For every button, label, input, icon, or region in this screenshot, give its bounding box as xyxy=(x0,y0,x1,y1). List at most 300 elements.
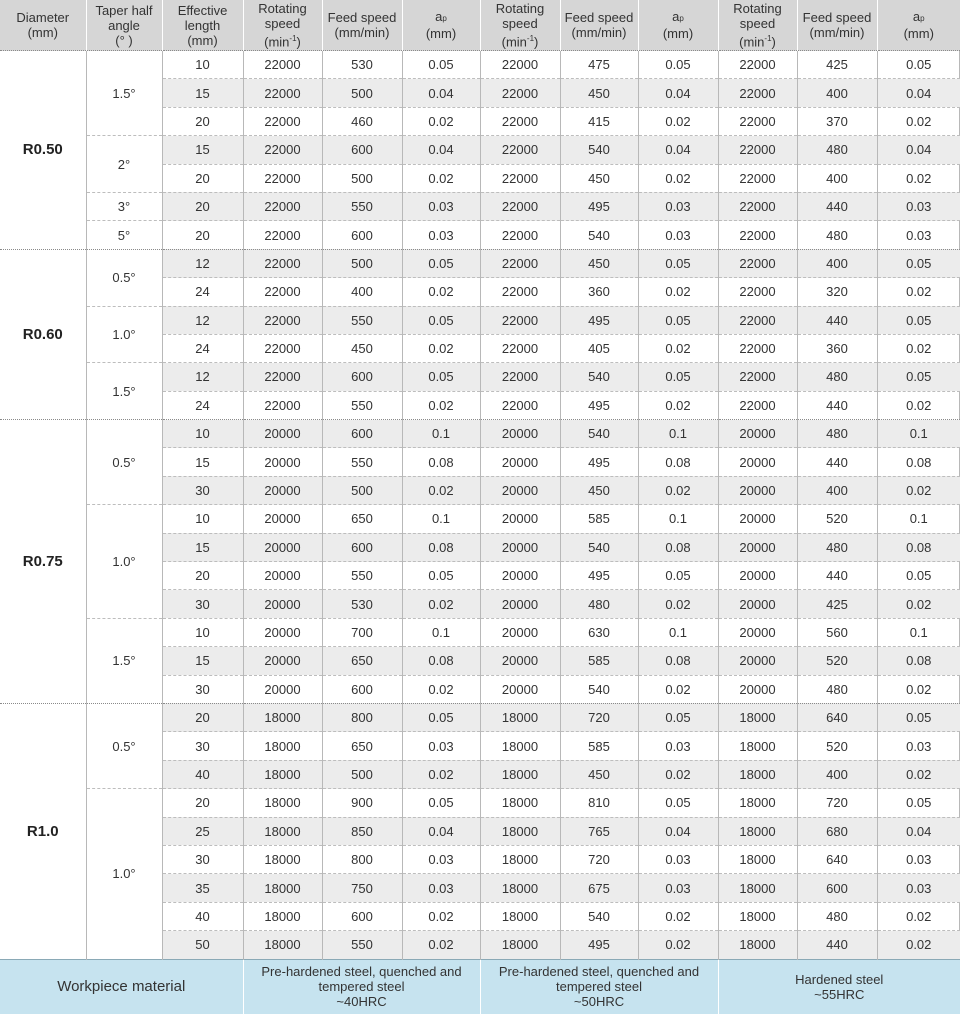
feed-speed-40hrc-cell: 500 xyxy=(322,164,402,192)
rotating-speed-55hrc-cell: 22000 xyxy=(718,278,797,306)
ap-50hrc-cell: 0.05 xyxy=(638,363,718,391)
feed-speed-55hrc-cell: 440 xyxy=(797,562,877,590)
rotating-speed-50hrc-cell: 18000 xyxy=(480,902,560,930)
feed-speed-40hrc-cell: 600 xyxy=(322,363,402,391)
feed-speed-50hrc-cell: 450 xyxy=(560,164,638,192)
feed-speed-55hrc-cell: 560 xyxy=(797,618,877,646)
ap-40hrc-cell: 0.03 xyxy=(402,732,480,760)
ap-50hrc-cell: 0.02 xyxy=(638,391,718,419)
feed-speed-40hrc-cell: 450 xyxy=(322,334,402,362)
rotating-speed-40hrc-cell: 22000 xyxy=(243,136,322,164)
ap-55hrc-cell: 0.05 xyxy=(877,51,960,79)
ap-50hrc-cell: 0.04 xyxy=(638,79,718,107)
rotating-speed-55hrc-cell: 22000 xyxy=(718,79,797,107)
ap-50hrc-cell: 0.05 xyxy=(638,789,718,817)
feed-speed-50hrc-cell: 495 xyxy=(560,562,638,590)
rotating-speed-40hrc-cell: 22000 xyxy=(243,221,322,249)
rotating-speed-50hrc-cell: 18000 xyxy=(480,874,560,902)
rotating-speed-50hrc-cell: 20000 xyxy=(480,647,560,675)
ap-50hrc-cell: 0.02 xyxy=(638,590,718,618)
material-50hrc: Pre-hardened steel, quenched and tempered steel ~50HRC xyxy=(480,959,718,1014)
ap-50hrc-cell: 0.02 xyxy=(638,164,718,192)
ap-50hrc-cell: 0.05 xyxy=(638,249,718,277)
feed-speed-50hrc-cell: 405 xyxy=(560,334,638,362)
ap-40hrc-cell: 0.05 xyxy=(402,249,480,277)
effective-length-cell: 20 xyxy=(162,562,243,590)
ap-50hrc-cell: 0.02 xyxy=(638,334,718,362)
header-ap-1: ap (mm) xyxy=(402,0,480,51)
material-55hrc: Hardened steel ~55HRC xyxy=(718,959,960,1014)
feed-speed-40hrc-cell: 700 xyxy=(322,618,402,646)
feed-speed-40hrc-cell: 500 xyxy=(322,760,402,788)
ap-50hrc-cell: 0.03 xyxy=(638,221,718,249)
ap-55hrc-cell: 0.02 xyxy=(877,164,960,192)
ap-55hrc-cell: 0.02 xyxy=(877,107,960,135)
rotating-speed-55hrc-cell: 22000 xyxy=(718,192,797,220)
ap-50hrc-cell: 0.08 xyxy=(638,647,718,675)
feed-speed-55hrc-cell: 425 xyxy=(797,51,877,79)
ap-40hrc-cell: 0.08 xyxy=(402,647,480,675)
feed-speed-55hrc-cell: 320 xyxy=(797,278,877,306)
rotating-speed-55hrc-cell: 18000 xyxy=(718,845,797,873)
effective-length-cell: 50 xyxy=(162,931,243,959)
feed-speed-55hrc-cell: 520 xyxy=(797,505,877,533)
feed-speed-50hrc-cell: 540 xyxy=(560,221,638,249)
rotating-speed-55hrc-cell: 20000 xyxy=(718,476,797,504)
rotating-speed-40hrc-cell: 18000 xyxy=(243,845,322,873)
effective-length-cell: 30 xyxy=(162,590,243,618)
taper-angle-cell: 2° xyxy=(86,136,162,193)
rotating-speed-50hrc-cell: 20000 xyxy=(480,420,560,448)
rotating-speed-55hrc-cell: 18000 xyxy=(718,874,797,902)
rotating-speed-50hrc-cell: 22000 xyxy=(480,192,560,220)
rotating-speed-55hrc-cell: 20000 xyxy=(718,675,797,703)
feed-speed-55hrc-cell: 400 xyxy=(797,249,877,277)
effective-length-cell: 15 xyxy=(162,448,243,476)
effective-length-cell: 24 xyxy=(162,391,243,419)
feed-speed-55hrc-cell: 400 xyxy=(797,476,877,504)
ap-55hrc-cell: 0.05 xyxy=(877,249,960,277)
feed-speed-55hrc-cell: 520 xyxy=(797,647,877,675)
ap-55hrc-cell: 0.02 xyxy=(877,278,960,306)
ap-55hrc-cell: 0.05 xyxy=(877,306,960,334)
ap-50hrc-cell: 0.02 xyxy=(638,931,718,959)
header-rotating-speed-2: Rotating speed $(\min^{-1})$ xyxy=(480,0,560,51)
feed-speed-40hrc-cell: 550 xyxy=(322,391,402,419)
taper-angle-cell: 1.0° xyxy=(86,306,162,363)
table-row xyxy=(0,363,960,391)
feed-speed-50hrc-cell: 540 xyxy=(560,533,638,561)
ap-40hrc-cell: 0.02 xyxy=(402,391,480,419)
ap-50hrc-cell: 0.05 xyxy=(638,703,718,731)
ap-40hrc-cell: 0.02 xyxy=(402,164,480,192)
ap-40hrc-cell: 0.03 xyxy=(402,221,480,249)
rotating-speed-40hrc-cell: 22000 xyxy=(243,249,322,277)
rotating-speed-55hrc-cell: 20000 xyxy=(718,533,797,561)
feed-speed-50hrc-cell: 540 xyxy=(560,420,638,448)
rotating-speed-40hrc-cell: 22000 xyxy=(243,363,322,391)
workpiece-material-label: Workpiece material xyxy=(0,959,243,1014)
feed-speed-50hrc-cell: 585 xyxy=(560,732,638,760)
ap-55hrc-cell: 0.03 xyxy=(877,845,960,873)
feed-speed-40hrc-cell: 650 xyxy=(322,732,402,760)
feed-speed-50hrc-cell: 675 xyxy=(560,874,638,902)
rotating-speed-55hrc-cell: 20000 xyxy=(718,647,797,675)
rotating-speed-50hrc-cell: 18000 xyxy=(480,817,560,845)
feed-speed-40hrc-cell: 400 xyxy=(322,278,402,306)
rotating-speed-40hrc-cell: 22000 xyxy=(243,107,322,135)
rotating-speed-50hrc-cell: 22000 xyxy=(480,306,560,334)
rotating-speed-50hrc-cell: 22000 xyxy=(480,107,560,135)
ap-40hrc-cell: 0.02 xyxy=(402,476,480,504)
ap-40hrc-cell: 0.02 xyxy=(402,278,480,306)
ap-40hrc-cell: 0.05 xyxy=(402,703,480,731)
ap-55hrc-cell: 0.08 xyxy=(877,448,960,476)
rotating-speed-40hrc-cell: 22000 xyxy=(243,391,322,419)
feed-speed-40hrc-cell: 600 xyxy=(322,420,402,448)
feed-speed-50hrc-cell: 495 xyxy=(560,192,638,220)
taper-angle-cell: 1.5° xyxy=(86,51,162,136)
rotating-speed-55hrc-cell: 22000 xyxy=(718,363,797,391)
feed-speed-55hrc-cell: 400 xyxy=(797,760,877,788)
rotating-speed-50hrc-cell: 18000 xyxy=(480,760,560,788)
header-ap-2: ap (mm) xyxy=(638,0,718,51)
rotating-speed-55hrc-cell: 22000 xyxy=(718,306,797,334)
rotating-speed-40hrc-cell: 20000 xyxy=(243,420,322,448)
feed-speed-55hrc-cell: 720 xyxy=(797,789,877,817)
feed-speed-55hrc-cell: 440 xyxy=(797,192,877,220)
feed-speed-50hrc-cell: 475 xyxy=(560,51,638,79)
table-row xyxy=(0,192,960,220)
feed-speed-50hrc-cell: 480 xyxy=(560,590,638,618)
ap-50hrc-cell: 0.1 xyxy=(638,420,718,448)
rotating-speed-50hrc-cell: 20000 xyxy=(480,505,560,533)
feed-speed-50hrc-cell: 360 xyxy=(560,278,638,306)
rotating-speed-50hrc-cell: 18000 xyxy=(480,703,560,731)
table-row xyxy=(0,249,960,277)
ap-55hrc-cell: 0.04 xyxy=(877,817,960,845)
workpiece-material-row xyxy=(0,959,960,1014)
rotating-speed-40hrc-cell: 22000 xyxy=(243,192,322,220)
rotating-speed-40hrc-cell: 20000 xyxy=(243,618,322,646)
ap-55hrc-cell: 0.05 xyxy=(877,789,960,817)
ap-55hrc-cell: 0.08 xyxy=(877,533,960,561)
feed-speed-50hrc-cell: 450 xyxy=(560,249,638,277)
rotating-speed-50hrc-cell: 22000 xyxy=(480,391,560,419)
feed-speed-40hrc-cell: 500 xyxy=(322,249,402,277)
effective-length-cell: 10 xyxy=(162,420,243,448)
ap-50hrc-cell: 0.02 xyxy=(638,107,718,135)
ap-40hrc-cell: 0.02 xyxy=(402,675,480,703)
rotating-speed-55hrc-cell: 22000 xyxy=(718,221,797,249)
rotating-speed-50hrc-cell: 22000 xyxy=(480,363,560,391)
ap-55hrc-cell: 0.05 xyxy=(877,562,960,590)
effective-length-cell: 10 xyxy=(162,505,243,533)
ap-50hrc-cell: 0.03 xyxy=(638,845,718,873)
taper-angle-cell: 0.5° xyxy=(86,420,162,505)
taper-angle-cell: 1.5° xyxy=(86,363,162,420)
ap-40hrc-cell: 0.04 xyxy=(402,136,480,164)
table-row xyxy=(0,306,960,334)
ap-55hrc-cell: 0.02 xyxy=(877,760,960,788)
feed-speed-55hrc-cell: 480 xyxy=(797,420,877,448)
feed-speed-55hrc-cell: 480 xyxy=(797,136,877,164)
feed-speed-40hrc-cell: 550 xyxy=(322,192,402,220)
header-row xyxy=(0,0,960,51)
effective-length-cell: 20 xyxy=(162,164,243,192)
effective-length-cell: 25 xyxy=(162,817,243,845)
rotating-speed-55hrc-cell: 22000 xyxy=(718,391,797,419)
rotating-speed-50hrc-cell: 22000 xyxy=(480,164,560,192)
rotating-speed-50hrc-cell: 22000 xyxy=(480,79,560,107)
rotating-speed-50hrc-cell: 20000 xyxy=(480,590,560,618)
ap-40hrc-cell: 0.05 xyxy=(402,363,480,391)
effective-length-cell: 24 xyxy=(162,334,243,362)
feed-speed-40hrc-cell: 530 xyxy=(322,590,402,618)
effective-length-cell: 30 xyxy=(162,675,243,703)
feed-speed-40hrc-cell: 600 xyxy=(322,533,402,561)
taper-angle-cell: 1.0° xyxy=(86,789,162,959)
ap-55hrc-cell: 0.02 xyxy=(877,334,960,362)
rotating-speed-40hrc-cell: 18000 xyxy=(243,902,322,930)
feed-speed-50hrc-cell: 720 xyxy=(560,845,638,873)
taper-angle-cell: 1.0° xyxy=(86,505,162,619)
feed-speed-50hrc-cell: 495 xyxy=(560,391,638,419)
feed-speed-50hrc-cell: 810 xyxy=(560,789,638,817)
feed-speed-55hrc-cell: 440 xyxy=(797,391,877,419)
rotating-speed-55hrc-cell: 22000 xyxy=(718,51,797,79)
rotating-speed-40hrc-cell: 20000 xyxy=(243,562,322,590)
taper-angle-cell: 3° xyxy=(86,192,162,220)
feed-speed-50hrc-cell: 765 xyxy=(560,817,638,845)
header-feed-speed-2: Feed speed (mm/min) xyxy=(560,0,638,51)
ap-50hrc-cell: 0.02 xyxy=(638,278,718,306)
table-row xyxy=(0,703,960,731)
feed-speed-50hrc-cell: 495 xyxy=(560,931,638,959)
ap-55hrc-cell: 0.03 xyxy=(877,874,960,902)
ap-55hrc-cell: 0.1 xyxy=(877,618,960,646)
rotating-speed-40hrc-cell: 18000 xyxy=(243,817,322,845)
ap-55hrc-cell: 0.02 xyxy=(877,476,960,504)
ap-55hrc-cell: 0.04 xyxy=(877,136,960,164)
taper-angle-cell: 1.5° xyxy=(86,618,162,703)
feed-speed-55hrc-cell: 440 xyxy=(797,306,877,334)
rotating-speed-50hrc-cell: 20000 xyxy=(480,533,560,561)
ap-50hrc-cell: 0.1 xyxy=(638,505,718,533)
feed-speed-40hrc-cell: 750 xyxy=(322,874,402,902)
rotating-speed-40hrc-cell: 22000 xyxy=(243,306,322,334)
header-effective-length: Effective length (mm) xyxy=(162,0,243,51)
rotating-speed-50hrc-cell: 20000 xyxy=(480,618,560,646)
rotating-speed-40hrc-cell: 18000 xyxy=(243,874,322,902)
rotating-speed-40hrc-cell: 22000 xyxy=(243,51,322,79)
effective-length-cell: 30 xyxy=(162,845,243,873)
ap-55hrc-cell: 0.02 xyxy=(877,391,960,419)
effective-length-cell: 20 xyxy=(162,192,243,220)
feed-speed-40hrc-cell: 850 xyxy=(322,817,402,845)
ap-55hrc-cell: 0.03 xyxy=(877,732,960,760)
ap-40hrc-cell: 0.04 xyxy=(402,79,480,107)
rotating-speed-55hrc-cell: 20000 xyxy=(718,448,797,476)
table-row xyxy=(0,789,960,817)
feed-speed-50hrc-cell: 540 xyxy=(560,902,638,930)
ap-50hrc-cell: 0.02 xyxy=(638,675,718,703)
feed-speed-50hrc-cell: 415 xyxy=(560,107,638,135)
ap-40hrc-cell: 0.1 xyxy=(402,420,480,448)
rotating-speed-50hrc-cell: 22000 xyxy=(480,221,560,249)
header-taper-angle: Taper half angle (° ) xyxy=(86,0,162,51)
effective-length-cell: 12 xyxy=(162,249,243,277)
ap-40hrc-cell: 0.05 xyxy=(402,51,480,79)
rotating-speed-40hrc-cell: 18000 xyxy=(243,760,322,788)
feed-speed-55hrc-cell: 680 xyxy=(797,817,877,845)
feed-speed-50hrc-cell: 450 xyxy=(560,760,638,788)
ap-50hrc-cell: 0.04 xyxy=(638,136,718,164)
rotating-speed-40hrc-cell: 18000 xyxy=(243,789,322,817)
ap-50hrc-cell: 0.05 xyxy=(638,562,718,590)
effective-length-cell: 15 xyxy=(162,136,243,164)
ap-55hrc-cell: 0.05 xyxy=(877,363,960,391)
feed-speed-55hrc-cell: 480 xyxy=(797,902,877,930)
rotating-speed-55hrc-cell: 18000 xyxy=(718,931,797,959)
effective-length-cell: 20 xyxy=(162,107,243,135)
ap-40hrc-cell: 0.03 xyxy=(402,845,480,873)
feed-speed-50hrc-cell: 720 xyxy=(560,703,638,731)
header-feed-speed-1: Feed speed (mm/min) xyxy=(322,0,402,51)
effective-length-cell: 40 xyxy=(162,902,243,930)
feed-speed-55hrc-cell: 480 xyxy=(797,363,877,391)
feed-speed-40hrc-cell: 800 xyxy=(322,845,402,873)
ap-50hrc-cell: 0.08 xyxy=(638,448,718,476)
feed-speed-50hrc-cell: 540 xyxy=(560,136,638,164)
feed-speed-50hrc-cell: 585 xyxy=(560,647,638,675)
table-row xyxy=(0,51,960,79)
ap-50hrc-cell: 0.02 xyxy=(638,476,718,504)
feed-speed-50hrc-cell: 540 xyxy=(560,363,638,391)
feed-speed-50hrc-cell: 540 xyxy=(560,675,638,703)
effective-length-cell: 15 xyxy=(162,647,243,675)
rotating-speed-55hrc-cell: 22000 xyxy=(718,136,797,164)
ap-40hrc-cell: 0.03 xyxy=(402,192,480,220)
effective-length-cell: 30 xyxy=(162,476,243,504)
effective-length-cell: 20 xyxy=(162,221,243,249)
table-row xyxy=(0,505,960,533)
rotating-speed-40hrc-cell: 20000 xyxy=(243,448,322,476)
ap-40hrc-cell: 0.02 xyxy=(402,902,480,930)
rotating-speed-50hrc-cell: 20000 xyxy=(480,675,560,703)
rotating-speed-55hrc-cell: 20000 xyxy=(718,590,797,618)
effective-length-cell: 15 xyxy=(162,533,243,561)
rotating-speed-55hrc-cell: 18000 xyxy=(718,732,797,760)
rotating-speed-40hrc-cell: 20000 xyxy=(243,533,322,561)
rotating-speed-55hrc-cell: 22000 xyxy=(718,164,797,192)
rotating-speed-40hrc-cell: 22000 xyxy=(243,79,322,107)
ap-40hrc-cell: 0.05 xyxy=(402,562,480,590)
effective-length-cell: 35 xyxy=(162,874,243,902)
rotating-speed-50hrc-cell: 22000 xyxy=(480,51,560,79)
ap-50hrc-cell: 0.04 xyxy=(638,817,718,845)
ap-55hrc-cell: 0.1 xyxy=(877,420,960,448)
rotating-speed-55hrc-cell: 18000 xyxy=(718,789,797,817)
feed-speed-55hrc-cell: 480 xyxy=(797,533,877,561)
feed-speed-55hrc-cell: 640 xyxy=(797,703,877,731)
rotating-speed-50hrc-cell: 22000 xyxy=(480,136,560,164)
feed-speed-55hrc-cell: 520 xyxy=(797,732,877,760)
rotating-speed-55hrc-cell: 22000 xyxy=(718,334,797,362)
effective-length-cell: 20 xyxy=(162,703,243,731)
ap-50hrc-cell: 0.05 xyxy=(638,306,718,334)
rotating-speed-55hrc-cell: 20000 xyxy=(718,420,797,448)
feed-speed-50hrc-cell: 495 xyxy=(560,306,638,334)
feed-speed-40hrc-cell: 550 xyxy=(322,448,402,476)
taper-angle-cell: 5° xyxy=(86,221,162,249)
feed-speed-55hrc-cell: 400 xyxy=(797,79,877,107)
feed-speed-50hrc-cell: 450 xyxy=(560,79,638,107)
feed-speed-40hrc-cell: 650 xyxy=(322,647,402,675)
feed-speed-55hrc-cell: 440 xyxy=(797,931,877,959)
feed-speed-55hrc-cell: 480 xyxy=(797,221,877,249)
feed-speed-40hrc-cell: 600 xyxy=(322,902,402,930)
rotating-speed-50hrc-cell: 22000 xyxy=(480,249,560,277)
diameter-cell: R0.50 xyxy=(0,51,86,250)
material-40hrc: Pre-hardened steel, quenched and tempered steel ~40HRC xyxy=(243,959,480,1014)
ap-55hrc-cell: 0.03 xyxy=(877,192,960,220)
feed-speed-40hrc-cell: 600 xyxy=(322,136,402,164)
feed-speed-40hrc-cell: 800 xyxy=(322,703,402,731)
rotating-speed-40hrc-cell: 22000 xyxy=(243,334,322,362)
feed-speed-55hrc-cell: 600 xyxy=(797,874,877,902)
ap-40hrc-cell: 0.05 xyxy=(402,306,480,334)
effective-length-cell: 12 xyxy=(162,306,243,334)
feed-speed-50hrc-cell: 630 xyxy=(560,618,638,646)
effective-length-cell: 20 xyxy=(162,789,243,817)
ap-40hrc-cell: 0.02 xyxy=(402,334,480,362)
rotating-speed-55hrc-cell: 20000 xyxy=(718,618,797,646)
feed-speed-55hrc-cell: 400 xyxy=(797,164,877,192)
feed-speed-55hrc-cell: 425 xyxy=(797,590,877,618)
rotating-speed-55hrc-cell: 20000 xyxy=(718,562,797,590)
header-rotating-speed-1: Rotating speed $(\min^{-1})$ xyxy=(243,0,322,51)
feed-speed-40hrc-cell: 600 xyxy=(322,221,402,249)
ap-50hrc-cell: 0.03 xyxy=(638,732,718,760)
feed-speed-40hrc-cell: 500 xyxy=(322,476,402,504)
rotating-speed-50hrc-cell: 18000 xyxy=(480,789,560,817)
rotating-speed-50hrc-cell: 20000 xyxy=(480,476,560,504)
rotating-speed-40hrc-cell: 18000 xyxy=(243,703,322,731)
ap-55hrc-cell: 0.02 xyxy=(877,931,960,959)
feed-speed-40hrc-cell: 500 xyxy=(322,79,402,107)
rotating-speed-50hrc-cell: 18000 xyxy=(480,732,560,760)
rotating-speed-50hrc-cell: 22000 xyxy=(480,334,560,362)
feed-speed-40hrc-cell: 530 xyxy=(322,51,402,79)
ap-55hrc-cell: 0.02 xyxy=(877,902,960,930)
effective-length-cell: 10 xyxy=(162,618,243,646)
header-diameter: Diameter (mm) xyxy=(0,0,86,51)
ap-40hrc-cell: 0.02 xyxy=(402,107,480,135)
effective-length-cell: 10 xyxy=(162,51,243,79)
ap-40hrc-cell: 0.1 xyxy=(402,618,480,646)
ap-40hrc-cell: 0.02 xyxy=(402,590,480,618)
ap-40hrc-cell: 0.04 xyxy=(402,817,480,845)
rotating-speed-55hrc-cell: 18000 xyxy=(718,902,797,930)
feed-speed-50hrc-cell: 585 xyxy=(560,505,638,533)
header-rotating-speed-3: Rotating speed $(\min^{-1})$ xyxy=(718,0,797,51)
ap-50hrc-cell: 0.1 xyxy=(638,618,718,646)
header-ap-3: ap (mm) xyxy=(877,0,960,51)
ap-55hrc-cell: 0.03 xyxy=(877,221,960,249)
feed-speed-40hrc-cell: 550 xyxy=(322,306,402,334)
rotating-speed-40hrc-cell: 20000 xyxy=(243,675,322,703)
